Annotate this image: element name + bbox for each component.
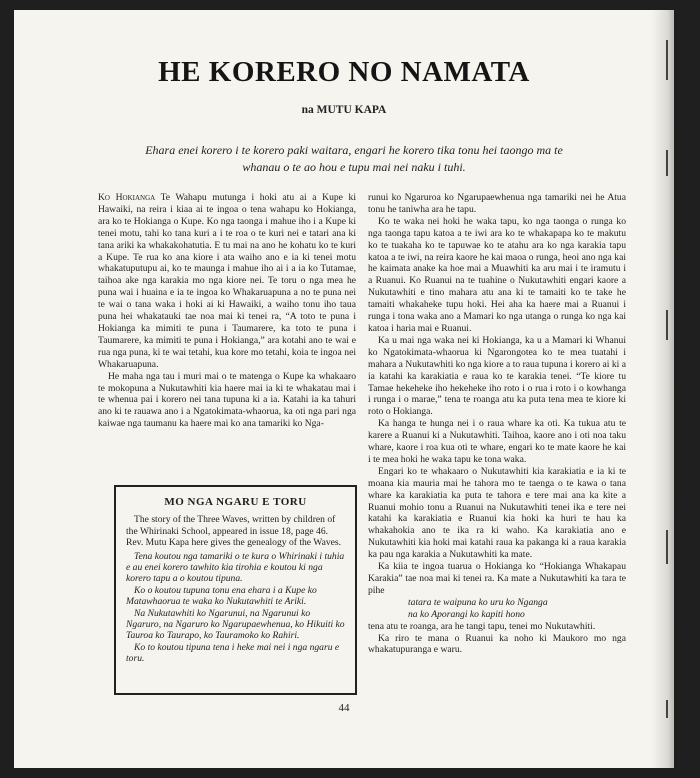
- right-paragraph: Ko te waka nei hoki he waka tapu, ko nga taonga o runga ko nga taonga tapu katoa a te iwi ara ko te whakapapa ko te makutu ko te tuakaha ko te tapuwae ko te atahu ara ko nga karakia tapu katoa a te iwi, na reira kaore he kai maoa o runga, heoi ano nga kai he kaimata anake ka hoe mai a Muawhiti ka aru mai i te iramutu i a Ruanui. Ko Ruanui na te tuahine o Nukutawhiti engari kaore a Nukutawhiti e tino mahara atu ana ki te tamaiti ko te take he tamaiti whakaheke tupu hoki. Hei aha ka haere mai a Ruanui i runga i tona waka ano a Mamari ko nga utanga o runga ko nga kai katoa i haria mai e Ruanui.: [368, 215, 626, 334]
- right-paragraph: Ka kiia te ingoa tuarua o Hokianga ko “Hokianga Whakapau Karakia” tae noa mai ki tenei ra. Ka mate a Nukutawhiti ka tara te pihe: [368, 561, 626, 596]
- right-column: [368, 192, 626, 656]
- article-title: HE KORERO NO NAMATA: [158, 56, 530, 88]
- page-number: 44: [338, 702, 350, 714]
- box-maori-paragraph: Tena koutou nga tamariki o te kura o Whirinaki i tuhia e au enei korero tawhito kia tirohia e koutou ki nga korero tapu a o koutou tipuna.: [126, 550, 345, 585]
- right-paragraph: Ka u mai nga waka nei ki Hokianga, ka u a Mamari ki Whanui ko Ngatokimata-whaorua ki Ngarongotea ko te mea tuatahi i mahara a Nukutawhiti ko nga kiore a to raua tupuna i korero ai ki a ia katahi ka karakiatia e raua ko te karakia tenei. “Te kiore tu Tamae hekeheke iho hekeheke iho roto i o rua i roto i o kowhanga i runga i o marae,” tena te roanga atu ka puta tena mea te kiore ki roto o Hokianga.: [368, 334, 626, 418]
- right-paragraph: runui ko Ngaruroa ko Ngarupaewhenua nga tamariki nei he Atua tonu he taniwha ara he tapu.: [368, 192, 626, 215]
- poem-line: tatara te waipuna ko uru ko Nganga: [408, 596, 548, 608]
- box-maori-paragraph: Ko to koutou tipuna tena i heke mai nei i nga ngaru e toru.: [126, 641, 340, 665]
- sidebar-box: [114, 485, 357, 695]
- poem-line: na ko Aporangi ko kapiti hono: [408, 608, 525, 620]
- right-paragraph: Ka hanga te hunga nei i o raua whare ka oti. Ka tukua atu te karere a Ruanui ki a Nukutawhiti. Taihoa, kaore ano i oti noa taku whare, kaore i roa kua oti te whare, engari ko te mate kaore he kai i te mea hoki he waka tapu ke tona waka.: [368, 418, 626, 465]
- right-paragraph: Ka riro te mana o Ruanui ka noho ki Maukoro mo nga whakatupuranga e waru.: [368, 632, 626, 656]
- right-paragraph: tena atu te roanga, ara he tangi tapu, tenei mo Nukutawhiti.: [368, 620, 596, 632]
- left-paragraph-1: Ko Hokianga Te Wahapu mutunga i hoki atu ai a Kupe ki Hawaiki, na reira i kiaa ai te ingoa o tena wahapu ko Hokianga, ara ko te Hokianga o Kupe. Ko nga taonga i mahue iho i a Kupe ki tenei motu, tahi ko tana kuri a i te roa o te kuri nei e tatari ana ki tana ariki ka whakakohatutia. E tu mai na ano he kohatu ko te kuri a Kupe. Te rua ko ana kiore i ata waiho ano e ia ki tenei motu whakatuputupu ai, ko te maunga i mahue iho ai i a ia ko Tutamae, taihoa ake nga karakia mo nga kiore nei. Te toru o nga mea he puna wai i huaina e ia te ingoa ko Whakaruapuna a no te puna nei te wai o tana waka i hoki ai ki Hawaiki, a waiho tonu iho taua puna hei whakatauki tae noa mai ki tenei ra, “A toto te puna i Hokianga ka mimiti te puna i Taumarere, ka toto te puna i Taumarere, ka mimiti te puna i Hokianga,” ara kotahi ano te wai e rua nga puna, ki te wai tetahi, kua kore mo tetahi, koia te ingoa nei Whakaruapuna.: [98, 192, 356, 370]
- left-column: [98, 192, 356, 430]
- box-english-text: The story of the Three Waves, written by children of the Whirinaki School, appeared in issue 18, page 46. Rev. Mutu Kapa here gives the genealogy of the Waves.: [126, 514, 342, 549]
- box-maori-paragraph: Ko o koutou tupuna tonu ena ehara i a Kupe ko Matawhaorua te waka ko Nukutawhiti te Ariki.: [126, 584, 317, 608]
- box-maori-paragraph: Na Nukutawhiti ko Ngarunui, na Ngarunui ko Ngaruro, na Ngaruro ko Ngarupaewhenua, ko Hikuiti ko Tauroa ko Taurapo, ko Tauramoko ko Rahiri.: [126, 607, 345, 642]
- left-paragraph-2: He maha nga tau i muri mai o te matenga o Kupe ka whakaaro te mokopuna a Nukutawhiti kia haere mai ia ki te whakatau mai i te whenua pai i korero nei tana tupuna ki a ia. Katahi ia ka tahuri ano ki te rauawa ano i a Ngatokimata-whaorua, ka oti nga pari nga kaiwae nga taumanu ka haere mai ko ana tamariki ko Nga-: [98, 370, 356, 430]
- lead-caps: Ko Hokianga: [98, 192, 156, 203]
- byline: na MUTU KAPA: [301, 104, 387, 116]
- intro-text: Ehara enei korero i te korero paki waitara, engari he korero tika tonu hei taongo ma te whanau o te ao hou e tupu mai nei naku i tuhi.: [145, 143, 563, 174]
- magazine-page: [14, 10, 674, 768]
- page-gutter: [652, 10, 674, 768]
- right-paragraph: Engari ko te whakaaro o Nukutawhiti kia karakiatia e ia ki te moana kia mauria mai he tahora mo te taenga o te kawa o tana whare ka karakiatia ka puta te tahora e tere mai ana ka kite a Ruanui mohio tonu a Ruanui na Nukutawhiti tenei ika e tere nei katahi ka karakiatia e Ruanui kia hoki ka huri te hau ka whakahokia ano te ika ra ki waho. Ka karakiatia ano e Nukutawhiti kia hoki mai katahi raua ka pakanga ki a raua karakia ka pau nga karakia a Nukutawhiti ka mate.: [368, 465, 626, 561]
- box-heading: MO NGA NGARU E TORU: [164, 496, 307, 508]
